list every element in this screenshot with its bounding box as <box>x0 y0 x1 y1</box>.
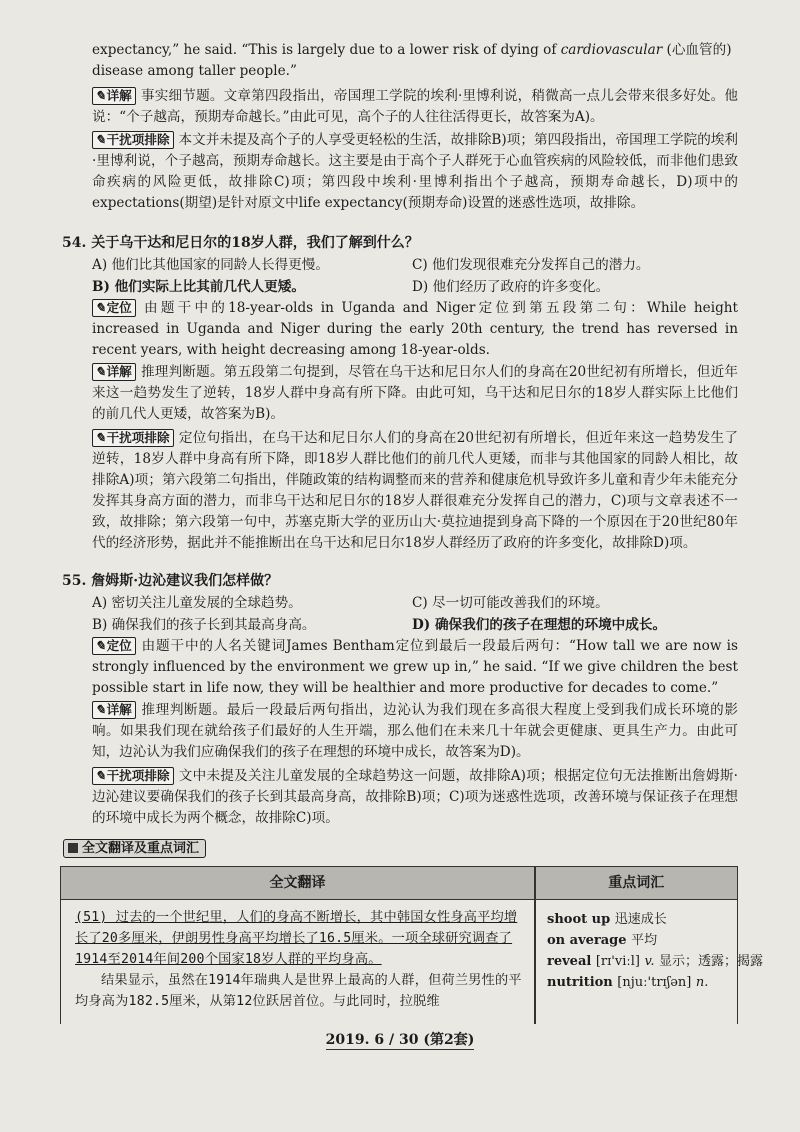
pen-icon: ✎ <box>95 300 106 315</box>
section-title: 全文翻译及重点词汇 <box>63 839 206 858</box>
option-a: A) 密切关注儿童发展的全球趋势。 <box>92 595 302 611</box>
section-marker-icon <box>68 843 78 853</box>
translation-text <box>75 907 525 1012</box>
option-b: B) 确保我们的孩子长到其最高身高。 <box>92 617 316 633</box>
option-d-answer: D) 确保我们的孩子在理想的环境中成长。 <box>412 617 667 633</box>
locate-tag: ✎定位 <box>92 299 136 317</box>
vocab-list <box>547 909 763 993</box>
translation-column-header: 全文翻译 <box>61 867 534 900</box>
locate-tag: ✎定位 <box>92 637 136 655</box>
distractor-text: 定位句指出，在乌干达和尼日尔人们的身高在20世纪初有所增长，但近年来这一趋势发生了逆转，18岁人群中身高有所下降，即18岁人群比他们的前几代人更矮，而非与其他国家的同龄人相比，故排除A)项；第六段第二句指出，伴随政策的结构调整而来的营养和健康危机导致许多儿童和青少年未能充分发挥其身高方面的潜力，而非乌干达和尼日尔的18岁人群很难充分发挥自己的潜力，C)项与文章表述不一致，故排除；第六段第一句中，苏塞克斯大学的亚历山大·莫拉迪提到身高下降的一个原因在于20世纪80年代的经济形势，据此并不能推断出在乌干达和尼日尔18岁人群经历了政府的许多变化，故排除D)项。 <box>92 430 738 551</box>
question-text: 关于乌干达和尼日尔的18岁人群，我们了解到什么？ <box>91 235 419 251</box>
column-divider <box>534 867 536 1024</box>
distractor-tag: ✎干扰项排除 <box>92 131 174 149</box>
locate-text: 由题干中的18-year-olds in Uganda and Niger定位到第五段第二句：While height increased in Uganda and Niger during the early 20th century, the trend has reversed in recent years, with height decreasing among 18-year-olds. <box>92 300 738 358</box>
q53-distractor <box>92 130 738 214</box>
option-c: C) 尽一切可能改善我们的环境。 <box>412 595 609 611</box>
pen-icon: ✎ <box>95 702 106 717</box>
option-d: D) 他们经历了政府的许多变化。 <box>412 279 610 295</box>
q55-locate <box>92 636 738 699</box>
vocab-item: nutrition [njuː'trɪʃən] n. <box>547 975 709 990</box>
question-text: 詹姆斯·边沁建议我们怎样做？ <box>91 573 279 589</box>
option-b-answer: B) 他们实际上比其前几代人更矮。 <box>92 279 305 295</box>
locate-text: 由题干中的人名关键词James Bentham定位到最后一段最后两句：“How tall we are now is strongly influenced by the environment we grew up in,” he said. “If we give children the best possible start in life now, they will be healthier and more productive for decades to come.” <box>92 638 738 696</box>
pen-icon: ✎ <box>95 364 106 379</box>
question-number: 54. <box>62 235 87 251</box>
option-a: A) 他们比其他国家的同龄人长得更慢。 <box>92 257 329 273</box>
pen-icon: ✎ <box>95 638 106 653</box>
distractor-text: 本文并未提及高个子的人享受更轻松的生活，故排除B)项；第四段指出，帝国理工学院的埃利·里博利说，个子越高，预期寿命越长。这主要是由于高个子人群死于心血管疾病的风险较低，而非他们患致命疾病的风险更低，故排除C)项；第四段中埃利·里博利指出个子越高，预期寿命越长，D)项中的expectations(期望)是针对原文中life expectancy(预期寿命)设置的迷惑性选项，故排除。 <box>92 132 738 211</box>
pen-icon: ✎ <box>95 430 106 445</box>
quote-gloss: (心血管的) <box>662 42 732 58</box>
detail-text: 推理判断题。第五段第二句提到，尽管在乌干达和尼日尔人们的身高在20世纪初有所增长，但近年来这一趋势发生了逆转，18岁人群中身高有所下降。由此可知，乌干达和尼日尔的18岁人群实际上比他们的前几代人更矮，故答案为B)。 <box>92 364 738 422</box>
distractor-text: 文中未提及关注儿童发展的全球趋势这一问题，故排除A)项；根据定位句无法推断出詹姆斯·边沁建议要确保我们的孩子长到其最高身高，故排除B)项；C)项为迷惑性选项，改善环境与保证孩子在理想的环境中成长为两个概念，故排除C)项。 <box>92 768 738 826</box>
q54-locate <box>92 298 738 361</box>
q55-detail <box>92 700 738 763</box>
detail-tag: ✎详解 <box>92 701 136 719</box>
vocab-item: reveal [rɪ'viːl] v. 显示；透露；揭露 <box>547 954 763 969</box>
pen-icon: ✎ <box>95 768 106 783</box>
translation-rest: 结果显示，虽然在1914年瑞典人是世界上最高的人群，但荷兰男性的平均身高为182.5厘米，从第12位跃居首位。与此同时，拉脱维 <box>75 973 522 1009</box>
option-c: C) 他们发现很难充分发挥自己的潜力。 <box>412 257 650 273</box>
q54-distractor <box>92 428 738 554</box>
page-footer: 2019. 6 / 30 (第2套) <box>325 1032 475 1048</box>
top-quote <box>92 40 738 82</box>
quote-italic-term: cardiovascular <box>560 42 663 58</box>
pen-icon: ✎ <box>95 132 106 147</box>
question-55 <box>62 570 278 592</box>
detail-text: 事实细节题。文章第四段指出，帝国理工学院的埃利·里博利说，稍微高一点儿会带来很多好处。他说：“个子越高，预期寿命越长。”由此可见，高个子的人往往活得更长，故答案为A)。 <box>92 88 738 125</box>
vocab-item: shoot up 迅速成长 <box>547 912 667 927</box>
translation-underlined: (51) 过去的一个世纪里，人们的身高不断增长，其中韩国女性身高平均增长了20多厘米，伊朗男性身高平均增长了16.5厘米。一项全球研究调查了1914至2014年间200个国家18岁人群的平均身高。 <box>75 910 518 967</box>
quote-text-end: disease among taller people.” <box>92 63 297 79</box>
quote-text: expectancy,” he said. “This is largely due to a lower risk of dying of <box>92 42 561 58</box>
distractor-tag: ✎干扰项排除 <box>92 429 174 447</box>
vocab-item: on average 平均 <box>547 933 658 948</box>
pen-icon: ✎ <box>95 88 106 103</box>
detail-tag: ✎详解 <box>92 87 136 105</box>
q53-detail <box>92 86 738 128</box>
q55-distractor <box>92 766 738 829</box>
distractor-tag: ✎干扰项排除 <box>92 767 174 785</box>
question-54 <box>62 232 419 254</box>
detail-text: 推理判断题。最后一段最后两句指出，边沁认为我们现在多高很大程度上受到我们成长环境的影响。如果我们现在就给孩子们最好的人生开端，那么他们在未来几十年就会更健康、更具生产力。由此可知，边沁认为我们应确保我们的孩子在理想的环境中成长，故答案为D)。 <box>92 702 738 760</box>
vocab-column-header: 重点词汇 <box>536 867 738 900</box>
translation-table <box>60 866 763 1024</box>
q54-detail <box>92 362 738 425</box>
detail-tag: ✎详解 <box>92 363 136 381</box>
question-number: 55. <box>62 573 87 589</box>
